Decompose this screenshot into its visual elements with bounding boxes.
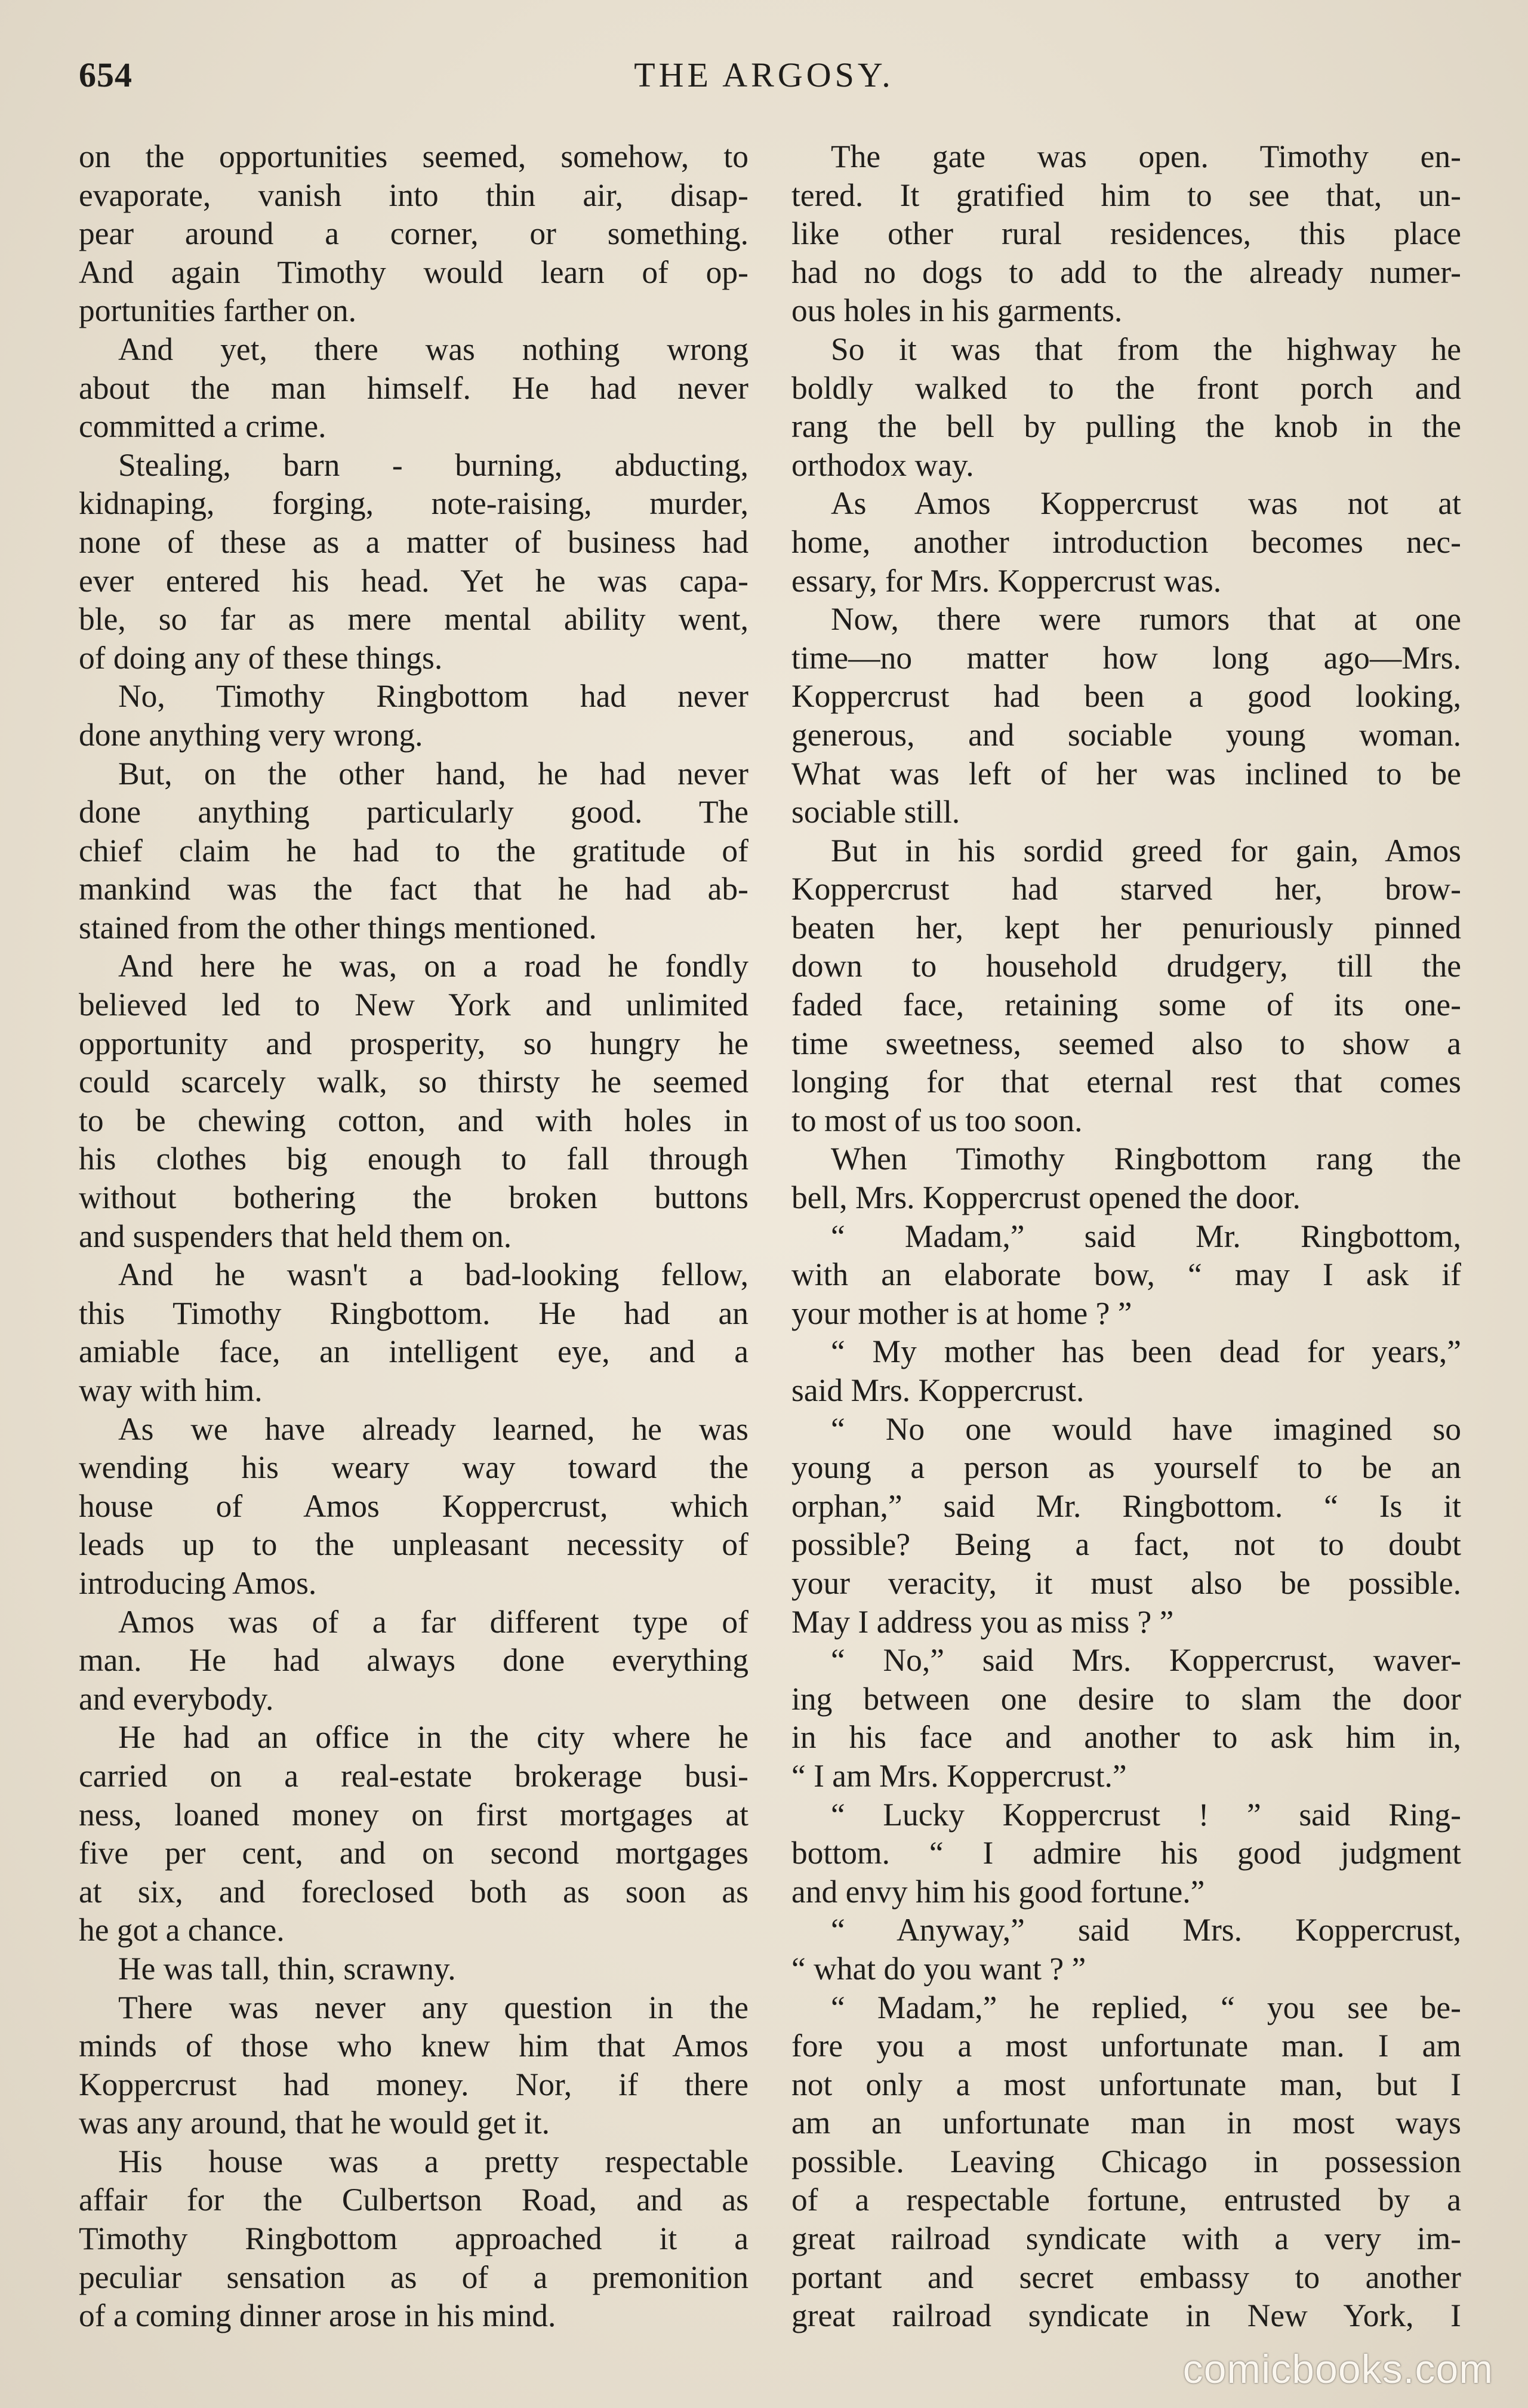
- text-line: five per cent, and on second mortgages: [79, 1835, 748, 1871]
- text-line: pear around a corner, or something.: [79, 215, 748, 252]
- text-line: tered. It gratified him to see that, un-: [791, 177, 1461, 213]
- text-line: on the opportunities seemed, somehow, to: [79, 138, 748, 174]
- running-head: THE ARGOSY.: [634, 56, 894, 94]
- text-line: great railroad syndicate with a very im-: [791, 2221, 1461, 2257]
- text-line: orphan,” said Mr. Ringbottom. “ Is it: [791, 1488, 1461, 1524]
- text-line: chief claim he had to the gratitude of: [79, 832, 748, 869]
- text-line: He was tall, thin, scrawny.: [118, 1950, 456, 1987]
- text-line: “ No one would have imagined so: [831, 1411, 1461, 1447]
- text-line: this Timothy Ringbottom. He had an: [79, 1295, 748, 1331]
- text-line: Stealing, barn - burning, abducting,: [118, 447, 748, 483]
- text-line: way with him.: [79, 1372, 263, 1408]
- text-line: ous holes in his garments.: [791, 292, 1123, 329]
- right-text-column: [791, 137, 1461, 2335]
- text-line: “ Anyway,” said Mrs. Koppercrust,: [831, 1912, 1461, 1948]
- text-line: and suspenders that held them on.: [79, 1218, 512, 1254]
- text-line: affair for the Culbertson Road, and as: [79, 2182, 748, 2218]
- watermark-text: comicbooks.com: [1182, 2347, 1493, 2392]
- text-line: at six, and foreclosed both as soon as: [79, 1873, 748, 1910]
- text-line: bell, Mrs. Koppercrust opened the door.: [791, 1180, 1301, 1216]
- text-line: he got a chance.: [79, 1912, 285, 1948]
- text-line: carried on a real-estate brokerage busi-: [79, 1757, 748, 1794]
- text-line: Amos was of a far different type of: [118, 1603, 748, 1640]
- page-header: [79, 55, 1449, 109]
- text-line: But in his sordid greed for gain, Amos: [831, 832, 1461, 869]
- text-line: Now, there were rumors that at one: [831, 601, 1461, 638]
- text-line: young a person as yourself to be an: [791, 1449, 1461, 1486]
- text-line: And yet, there was nothing wrong: [118, 331, 748, 367]
- text-line: rang the bell by pulling the knob in the: [791, 408, 1461, 445]
- text-line: of doing any of these things.: [79, 639, 443, 676]
- text-line: without bothering the broken buttons: [79, 1180, 748, 1216]
- text-line: ble, so far as mere mental ability went,: [79, 601, 748, 638]
- text-line: “ I am Mrs. Koppercrust.”: [791, 1757, 1127, 1794]
- text-line: What was left of her was inclined to be: [791, 755, 1461, 792]
- text-line: evaporate, vanish into thin air, disap-: [79, 177, 748, 213]
- text-line: believed led to New York and unlimited: [79, 987, 748, 1023]
- text-line: boldly walked to the front porch and: [791, 369, 1461, 406]
- text-line: beaten her, kept her penuriously pinned: [791, 909, 1461, 946]
- text-line: So it was that from the highway he: [831, 331, 1461, 367]
- text-line: And he wasn't a bad-looking fellow,: [118, 1257, 748, 1293]
- text-line: in his face and another to ask him in,: [791, 1719, 1461, 1756]
- text-line: As we have already learned, he was: [118, 1411, 748, 1447]
- text-line: possible? Being a fact, not to doubt: [791, 1526, 1461, 1563]
- text-line: to most of us too soon.: [791, 1102, 1083, 1138]
- text-line: had no dogs to add to the already numer-: [791, 254, 1461, 290]
- text-line: like other rural residences, this place: [791, 215, 1461, 252]
- text-line: of a respectable fortune, entrusted by a: [791, 2182, 1461, 2218]
- text-line: As Amos Koppercrust was not at: [831, 485, 1461, 522]
- text-line: orthodox way.: [791, 447, 974, 483]
- text-line: fore you a most unfortunate man. I am: [791, 2028, 1461, 2064]
- text-line: about the man himself. He had never: [79, 369, 748, 406]
- text-line: longing for that eternal rest that comes: [791, 1064, 1461, 1100]
- text-line: and envy him his good fortune.”: [791, 1873, 1205, 1910]
- text-line: There was never any question in the: [118, 1989, 748, 2025]
- text-line: amiable face, an intelligent eye, and a: [79, 1334, 748, 1370]
- text-line: your mother is at home ? ”: [791, 1295, 1132, 1331]
- text-line: generous, and sociable young woman.: [791, 716, 1461, 753]
- text-line: kidnaping, forging, note-raising, murder,: [79, 485, 748, 522]
- text-line: “ what do you want ? ”: [791, 1950, 1086, 1987]
- text-line: none of these as a matter of business had: [79, 524, 748, 560]
- text-line: introducing Amos.: [79, 1565, 317, 1601]
- text-line: could scarcely walk, so thirsty he seemed: [79, 1064, 748, 1100]
- page-number: 654: [79, 56, 133, 94]
- text-line: leads up to the unpleasant necessity of: [79, 1526, 748, 1563]
- text-line: And again Timothy would learn of op-: [79, 254, 748, 290]
- text-line: with an elaborate bow, “ may I ask if: [791, 1257, 1461, 1293]
- text-line: “ Lucky Koppercrust ! ” said Ring-: [831, 1796, 1461, 1833]
- text-line: sociable still.: [791, 794, 960, 830]
- text-line: portunities farther on.: [79, 292, 357, 329]
- text-line: Koppercrust had been a good looking,: [791, 678, 1461, 715]
- text-line: “ Madam,” said Mr. Ringbottom,: [831, 1218, 1461, 1254]
- text-line: and everybody.: [79, 1680, 274, 1717]
- text-line: But, on the other hand, he had never: [118, 755, 748, 792]
- text-line: minds of those who knew him that Amos: [79, 2028, 748, 2064]
- text-line: time—no matter how long ago—Mrs.: [791, 639, 1461, 676]
- text-line: peculiar sensation as of a premonition: [79, 2259, 748, 2295]
- text-line: wending his weary way toward the: [79, 1449, 748, 1486]
- text-line: done anything particularly good. The: [79, 794, 748, 830]
- text-line: stained from the other things mentioned.: [79, 909, 597, 946]
- text-line: possible. Leaving Chicago in possession: [791, 2143, 1461, 2179]
- text-line: ing between one desire to slam the door: [791, 1680, 1461, 1717]
- text-line: “ No,” said Mrs. Koppercrust, waver-: [831, 1642, 1461, 1679]
- text-line: house of Amos Koppercrust, which: [79, 1488, 748, 1524]
- text-line: His house was a pretty respectable: [118, 2143, 748, 2179]
- text-line: ness, loaned money on first mortgages at: [79, 1796, 748, 1833]
- text-line: opportunity and prosperity, so hungry he: [79, 1025, 748, 1061]
- text-line: home, another introduction becomes nec-: [791, 524, 1461, 560]
- text-line: portant and secret embassy to another: [791, 2259, 1461, 2295]
- text-line: down to household drudgery, till the: [791, 948, 1461, 984]
- text-line: am an unfortunate man in most ways: [791, 2105, 1461, 2141]
- text-line: bottom. “ I admire his good judgment: [791, 1835, 1461, 1871]
- text-line: When Timothy Ringbottom rang the: [831, 1141, 1461, 1177]
- text-line: The gate was open. Timothy en-: [831, 138, 1461, 174]
- text-line: time sweetness, seemed also to show a: [791, 1025, 1461, 1061]
- text-line: done anything very wrong.: [79, 716, 423, 753]
- text-line: Timothy Ringbottom approached it a: [79, 2221, 748, 2257]
- text-line: essary, for Mrs. Koppercrust was.: [791, 562, 1222, 599]
- text-line: great railroad syndicate in New York, I: [791, 2298, 1461, 2334]
- text-line: Koppercrust had starved her, brow-: [791, 871, 1461, 907]
- text-line: No, Timothy Ringbottom had never: [118, 678, 748, 715]
- text-line: your veracity, it must also be possible.: [791, 1565, 1461, 1601]
- text-line: May I address you as miss ? ”: [791, 1603, 1174, 1640]
- text-line: mankind was the fact that he had ab-: [79, 871, 748, 907]
- text-line: to be chewing cotton, and with holes in: [79, 1102, 748, 1138]
- text-line: of a coming dinner arose in his mind.: [79, 2298, 556, 2334]
- text-line: faded face, retaining some of its one-: [791, 987, 1461, 1023]
- text-line: his clothes big enough to fall through: [79, 1141, 748, 1177]
- text-line: “ Madam,” he replied, “ you see be-: [831, 1989, 1461, 2025]
- text-line: ever entered his head. Yet he was capa-: [79, 562, 748, 599]
- text-line: “ My mother has been dead for years,”: [831, 1334, 1461, 1370]
- text-line: And here he was, on a road he fondly: [118, 948, 748, 984]
- text-line: said Mrs. Koppercrust.: [791, 1372, 1085, 1408]
- left-text-column: [79, 137, 748, 2335]
- text-line: Koppercrust had money. Nor, if there: [79, 2066, 748, 2102]
- text-line: man. He had always done everything: [79, 1642, 748, 1679]
- text-line: was any around, that he would get it.: [79, 2105, 550, 2141]
- text-line: He had an office in the city where he: [118, 1719, 748, 1756]
- text-line: not only a most unfortunate man, but I: [791, 2066, 1461, 2102]
- text-line: committed a crime.: [79, 408, 326, 445]
